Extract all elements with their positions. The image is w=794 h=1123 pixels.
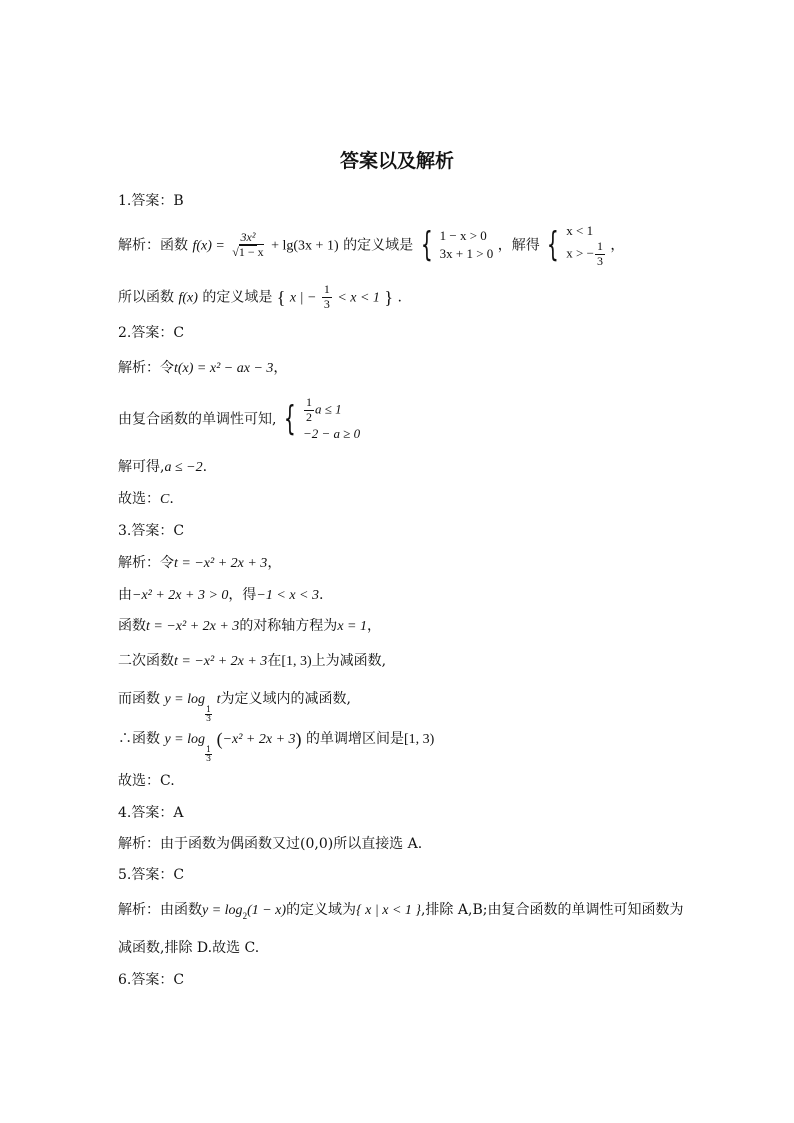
q1-set-close-brace: } [384, 287, 394, 308]
q2-line-1-end: ， [273, 360, 288, 376]
q3-line-6-base-num: 1 [206, 745, 212, 754]
q5-line-1-end: ,排除 A,B;由复合函数的单调性可知函数为 [420, 902, 684, 918]
q2-half-den: 2 [306, 409, 312, 424]
q1-set-pre: x | − [289, 290, 317, 306]
q1-sqrt-radicand: 1 − x [238, 244, 264, 259]
q3-line-5-base-num: 1 [206, 705, 212, 714]
q3-line-1-math: t = −x² + 2x + 3 [174, 556, 268, 571]
q3-line-2-prefix: 由 [118, 587, 132, 603]
q1-solution-2 [566, 240, 606, 269]
q1-domain-prefix: 所以函数 [118, 289, 174, 306]
q1-solution-2-pre: x > − [566, 245, 594, 261]
q5-line-1-arg: (1 − x) [247, 903, 287, 918]
q5-line-1-prefix: 解析：由函数 [118, 902, 202, 918]
q1-lg-term: + lg(3x + 1) [271, 238, 339, 254]
q2-half-num: 1 [306, 395, 312, 409]
q3-line-1 [118, 552, 281, 572]
q3-line-5-base-den: 3 [206, 714, 212, 723]
q4-line-1: 解析：由于函数为偶函数又过(0,0)所以直接选 A. [118, 836, 423, 852]
page-title: 答案以及解析 [339, 150, 454, 172]
q1-domain-text: 的定义域是 [343, 237, 414, 254]
q3-line-6-prefix: ∴函数 [118, 731, 160, 747]
q1-set-fraction-den: 3 [323, 296, 330, 311]
q2-line-1-math: t(x) = x² − ax − 3 [174, 361, 274, 376]
q3-line-3-mid: 的对称轴方程为 [239, 618, 338, 634]
q1-domain-mid: 的定义域是 [202, 289, 273, 306]
q5-line-1-log-base: 2 [242, 911, 248, 921]
q3-line-2 [118, 584, 323, 604]
q3-line-4-math: t = −x² + 2x + 3 [174, 654, 268, 669]
q3-line-4-mid: 在 [267, 653, 282, 669]
q2-condition-1-post: a ≤ 1 [315, 401, 342, 417]
q1-domain-line [118, 283, 402, 312]
q1-solve-text: ，解得 [497, 237, 540, 254]
q1-answer: 1.答案：B [118, 193, 184, 209]
q2-line-3-end: . [202, 459, 208, 475]
q3-line-5-log-base [205, 706, 212, 723]
q3-line-6-base-den: 3 [206, 754, 212, 763]
q3-line-2-mid: ，得 [228, 587, 257, 603]
q1-third-den: 3 [596, 253, 603, 268]
q1-analysis-prefix: 解析：函数 [118, 237, 188, 254]
q3-line-1-end: ， [267, 555, 282, 571]
q1-set-open-brace: { [276, 287, 286, 308]
q2-half-fraction [304, 396, 314, 425]
q3-line-2-math-2: −1 < x < 3 [256, 588, 319, 603]
q1-domain-end: . [397, 289, 402, 306]
q2-line-4 [118, 488, 174, 508]
q2-line-3-prefix: 解可得, [118, 459, 165, 475]
q3-line-4-prefix: 二次函数 [118, 653, 174, 669]
q3-line-2-end: . [318, 587, 324, 603]
q2-line-3 [118, 456, 207, 476]
q5-line-2: 减函数,排除 D.故选 C. [118, 940, 260, 956]
q3-line-6 [118, 728, 434, 763]
q5-line-1-log: y = log [202, 903, 243, 918]
q3-line-6-mid: 的单调增区间是 [305, 731, 404, 747]
q3-line-3-math-2: x = 1 [337, 619, 367, 634]
q1-condition-2: 3x + 1 > 0 [439, 246, 494, 262]
q5-answer: 5.答案：C [118, 867, 185, 883]
q4-answer: 4.答案：A [118, 805, 184, 821]
q6-answer: 6.答案：C [118, 972, 185, 988]
q1-solution-1: x < 1 [566, 223, 594, 238]
q2-condition-2: −2 − a ≥ 0 [303, 425, 361, 441]
q3-line-7: 故选：C. [118, 773, 175, 789]
q1-fraction-denominator: √1 − x [232, 244, 264, 259]
q5-line-1 [118, 899, 683, 921]
q3-line-3 [118, 615, 381, 635]
q1-set-post: < x < 1 [337, 290, 380, 306]
q1-function-name: f(x) = [192, 238, 225, 254]
q3-line-3-end: ， [366, 618, 381, 634]
q1-domain-fx: f(x) [178, 290, 198, 306]
q2-line-2-prefix: 由复合函数的单调性可知, [118, 411, 277, 428]
q1-fraction [230, 231, 265, 260]
q2-left-brace: { [283, 399, 296, 440]
q1-condition-1: 1 − x > 0 [439, 228, 487, 244]
q1-set-fraction [322, 283, 332, 312]
q1-third-num: 1 [596, 239, 603, 254]
q3-line-6-log-base [205, 746, 212, 763]
q3-line-6-log: y = log [164, 732, 206, 747]
q2-condition-system [303, 396, 360, 443]
q1-left-brace-1: { [420, 225, 433, 266]
q2-line-4-prefix: 故选： [118, 491, 160, 507]
q2-line-4-end: . [169, 491, 174, 507]
q3-line-6-arg: −x² + 2x + 3 [222, 732, 296, 747]
q1-comma: ， [610, 237, 625, 254]
q3-line-6-open-paren: ( [216, 729, 223, 749]
q3-answer: 3.答案：C [118, 523, 185, 539]
q3-line-5-log: y = log [164, 692, 206, 707]
q1-condition-system [440, 227, 494, 263]
q3-line-5 [118, 688, 351, 723]
q3-line-6-interval: [1, 3) [403, 732, 435, 747]
q3-line-5-prefix: 而函数 [118, 691, 160, 707]
q5-line-1-set: { x | x < 1 } [356, 903, 421, 918]
q3-line-4 [118, 650, 386, 670]
q3-line-5-arg: t [216, 692, 221, 707]
q2-condition-1 [303, 396, 360, 425]
q1-fraction-numerator: 3x² [240, 230, 256, 245]
q1-left-brace-2: { [547, 225, 559, 266]
q3-line-3-math: t = −x² + 2x + 3 [146, 619, 240, 634]
q2-answer: 2.答案：C [118, 325, 185, 341]
q2-line-2 [118, 396, 360, 443]
q2-line-3-math: a ≤ −2 [164, 460, 203, 475]
q2-line-1 [118, 357, 287, 377]
q3-line-4-interval: [1, 3) [281, 654, 312, 669]
q3-line-5-end: 为定义域内的减函数, [220, 691, 351, 707]
q3-line-3-prefix: 函数 [118, 618, 146, 634]
q3-line-2-math-1: −x² + 2x + 3 > 0 [132, 588, 229, 603]
q5-line-1-mid: 的定义域为 [286, 902, 357, 918]
q2-line-4-math: C [160, 492, 170, 507]
q3-line-1-prefix: 解析：令 [118, 555, 174, 571]
q1-third-fraction [595, 240, 605, 269]
q1-solution-system [566, 222, 606, 269]
q1-analysis-line [118, 222, 624, 269]
q1-set-fraction-num: 1 [323, 282, 330, 296]
q3-line-6-close-paren: ) [295, 729, 302, 749]
q2-line-1-prefix: 解析：令 [118, 360, 174, 376]
q3-line-4-end: 上为减函数, [311, 653, 387, 669]
